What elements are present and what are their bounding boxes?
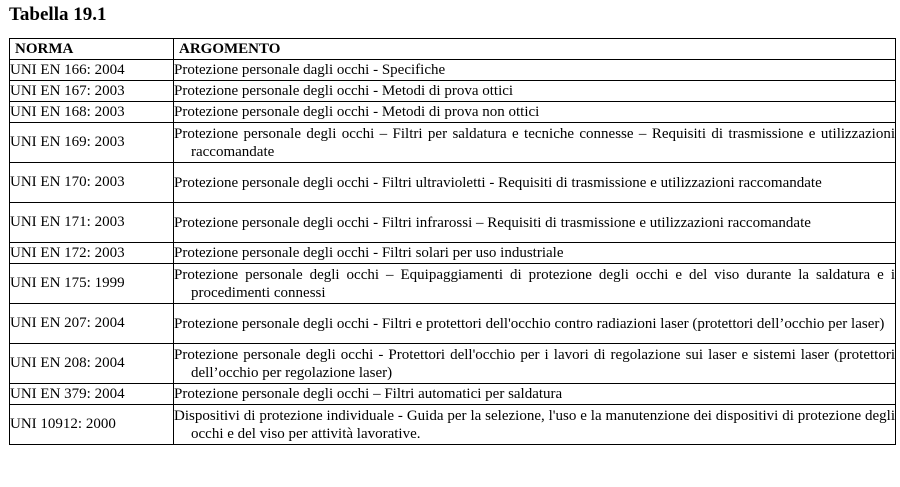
table-row (10, 384, 896, 405)
table-row (10, 243, 896, 264)
table-row (10, 405, 896, 445)
norma-cell: UNI EN 171: 2003 (10, 203, 174, 243)
table-row (10, 102, 896, 123)
argomento-text: Protezione personale degli occhi – Filtri per saldatura e tecniche connesse – Requisiti di trasmissione e utilizzazioni raccomandate (174, 125, 895, 160)
table-caption: Tabella 19.1 (9, 4, 107, 25)
standards-table (9, 38, 896, 445)
argomento-text: Protezione personale degli occhi – Equipaggiamenti di protezione degli occhi e del viso durante la saldatura e i procedimenti connessi (174, 266, 895, 301)
argomento-cell (174, 203, 896, 243)
argomento-text: Protezione personale degli occhi – Filtri automatici per saldatura (174, 386, 563, 402)
argomento-text: Protezione personale degli occhi - Protettori dell'occhio per i lavori di regolazione sui laser e sistemi laser (protettori dell’occhio per regolazione laser) (174, 346, 895, 381)
table-row (10, 304, 896, 344)
argomento-text: Protezione personale dagli occhi - Specifiche (174, 62, 446, 78)
argomento-cell (174, 123, 896, 163)
argomento-text: Protezione personale degli occhi - Metodi di prova ottici (174, 83, 514, 99)
norma-cell: UNI EN 170: 2003 (10, 163, 174, 203)
norma-cell: UNI EN 167: 2003 (10, 81, 174, 102)
norma-cell: UNI EN 175: 1999 (10, 264, 174, 304)
argomento-text: Dispositivi di protezione individuale - Guida per la selezione, l'uso e la manutenzione dei dispositivi di protezione degli occhi e del viso per attività lavorative. (174, 407, 895, 442)
header-argomento: ARGOMENTO (174, 39, 896, 60)
argomento-cell (174, 264, 896, 304)
table-row (10, 60, 896, 81)
norma-cell: UNI EN 172: 2003 (10, 243, 174, 264)
table-row (10, 264, 896, 304)
table-row (10, 163, 896, 203)
argomento-cell (174, 405, 896, 445)
argomento-text: Protezione personale degli occhi - Filtri ultravioletti - Requisiti di trasmissione e utilizzazioni raccomandate (174, 174, 822, 191)
argomento-cell (174, 163, 896, 203)
argomento-cell (174, 102, 896, 123)
argomento-cell (174, 81, 896, 102)
norma-cell: UNI EN 379: 2004 (10, 384, 174, 405)
argomento-cell (174, 243, 896, 264)
table-row (10, 344, 896, 384)
norma-cell: UNI EN 168: 2003 (10, 102, 174, 123)
norma-cell: UNI EN 169: 2003 (10, 123, 174, 163)
table-row (10, 123, 896, 163)
argomento-cell (174, 384, 896, 405)
argomento-cell (174, 60, 896, 81)
argomento-text: Protezione personale degli occhi - Filtri e protettori dell'occhio contro radiazioni laser (protettori dell’occhio per laser) (174, 315, 885, 332)
table-row (10, 203, 896, 243)
header-norma: NORMA (10, 39, 174, 60)
table-row (10, 81, 896, 102)
norma-cell: UNI EN 208: 2004 (10, 344, 174, 384)
argomento-text: Protezione personale degli occhi - Filtri solari per uso industriale (174, 245, 564, 261)
argomento-text: Protezione personale degli occhi - Metodi di prova non ottici (174, 104, 540, 120)
norma-cell: UNI EN 166: 2004 (10, 60, 174, 81)
norma-cell: UNI EN 207: 2004 (10, 304, 174, 344)
argomento-text: Protezione personale degli occhi - Filtri infrarossi – Requisiti di trasmissione e utilizzazioni raccomandate (174, 214, 811, 231)
argomento-cell (174, 344, 896, 384)
norma-cell: UNI 10912: 2000 (10, 405, 174, 445)
header-row (10, 39, 896, 60)
argomento-cell (174, 304, 896, 344)
